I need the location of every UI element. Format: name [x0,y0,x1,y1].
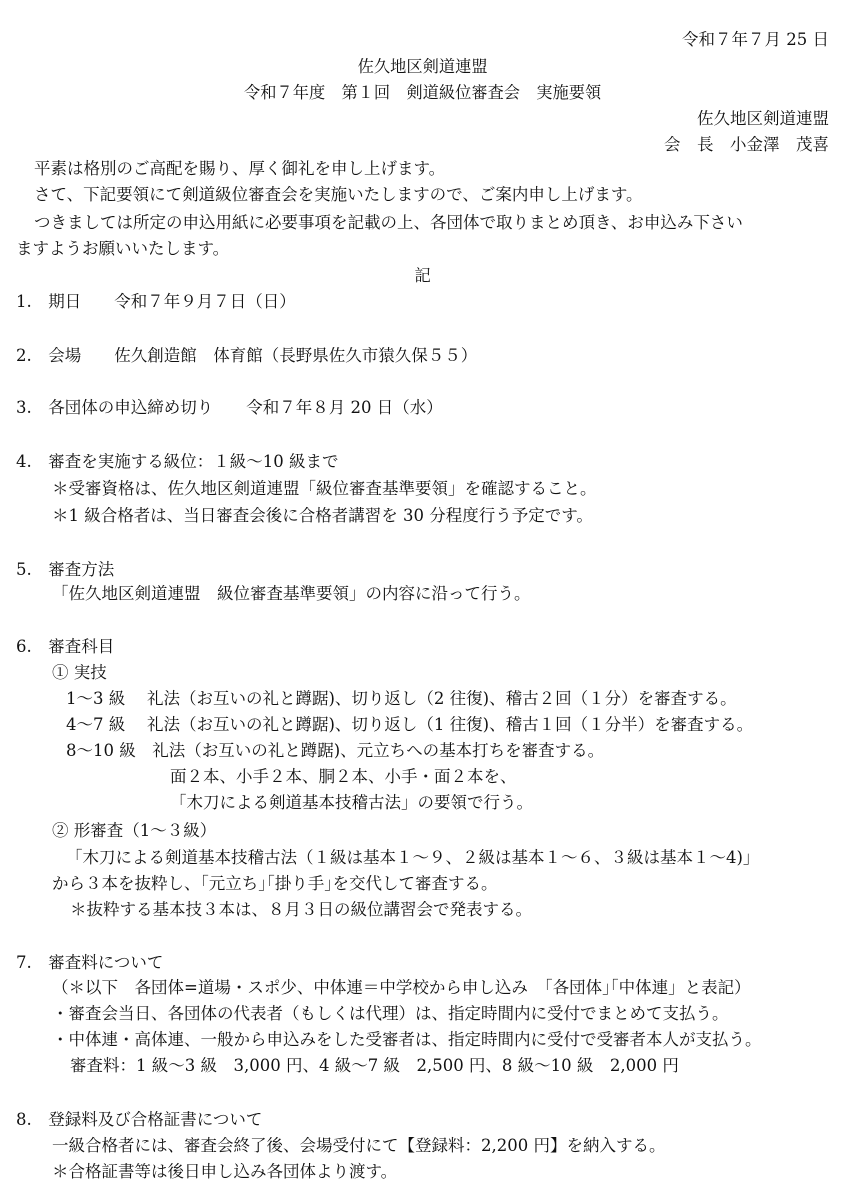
section-grades-heading: 4. 審査を実施する級位：１級～10 級まで [16,452,339,471]
document-title: 令和７年度 第１回 剣道級位審査会 実施要領 [244,83,602,102]
intro-line: つきましては所定の申込用紙に必要事項を記載の上、各団体で取りまとめ頂き、お申込み下さい [34,213,743,232]
section-subjects-heading: 6. 審査科目 [16,637,115,656]
section-fees-heading: 7. 審査料について [16,953,164,972]
sender-organization: 佐久地区剣道連盟 [697,109,829,128]
intro-line: さて、下記要領にて剣道級位審査会を実施いたしますので、ご案内申し上げます。 [34,185,643,204]
kata-note: ＊抜粋する基本技３本は、８月３日の級位講習会で発表する。 [70,900,532,919]
practical-grade-8-10-detail: 面２本、小手２本、胴２本、小手・面２本を、 [170,767,517,786]
subject-practical-heading: ① 実技 [52,663,107,682]
sender-name: 会 長 小金澤 茂喜 [664,135,829,154]
issue-date: 令和７年７月 25 日 [682,30,829,49]
practical-grade-4-7: 4～7 級 礼法（お互いの礼と蹲踞)、切り返し（1 往復)、稽古１回（１分半）を審査する。 [66,715,754,734]
section-deadline: 3. 各団体の申込締め切り 令和７年８月 20 日（水） [16,398,443,417]
practical-grade-8-10-detail: 「木刀による剣道基本技稽古法」の要領で行う。 [170,793,533,812]
organization-heading: 佐久地区剣道連盟 [357,57,488,76]
ki-heading: 記 [414,266,431,285]
practical-grade-8-10: 8～10 級 礼法（お互いの礼と蹲踞)、元立ちへの基本打ちを審査する。 [66,741,605,760]
kata-text: から３本を抜粋し、｢元立ち｣｢掛り手｣を交代して審査する。 [52,874,498,893]
kata-text: 「木刀による剣道基本技稽古法（１級は基本１～９、２級は基本１～６、３級は基本１～4)」 [66,848,760,867]
intro-line: 平素は格別のご高配を賜り、厚く御礼を申し上げます。 [34,159,446,178]
fees-rule: ・審査会当日、各団体の代表者（もしくは代理）は、指定時間内に受付でまとめて支払う。 [52,1004,729,1023]
registration-fee-text: 一級合格者には、審査会終了後、会場受付にて【登録料：2,200 円】を納入する。 [52,1136,666,1155]
certificate-note: ＊合格証書等は後日申し込み各団体より渡す。 [52,1162,398,1181]
intro-line: ますようお願いいたします。 [16,239,230,258]
fees-note: （＊以下 各団体=道場・スポ少、中体連＝中学校から申し込み ｢各団体｣｢中体連」と表記） [52,978,751,997]
fees-rule: ・中体連・高体連、一般から申込みをした受審者は、指定時間内に受付で受審者本人が支払う。 [52,1030,762,1049]
section-grades-note: ＊1 級合格者は、当日審査会後に合格者講習を 30 分程度行う予定です。 [52,506,593,525]
fees-amounts: 審査料：1 級～3 級 3,000 円、4 級～7 級 2,500 円、8 級～10 級 2,000 円 [70,1056,679,1075]
section-date: 1. 期日 令和７年９月７日（日） [16,292,296,311]
section-registration-heading: 8. 登録料及び合格証書について [16,1110,263,1129]
practical-grade-1-3: 1～3 級 礼法（お互いの礼と蹲踞)、切り返し（2 往復)、稽古２回（１分）を審査する。 [66,689,737,708]
section-method-text: 「佐久地区剣道連盟 級位審査基準要領」の内容に沿って行う。 [52,584,531,603]
section-grades-note: ＊受審資格は、佐久地区剣道連盟「級位審査基準要領」を確認すること。 [52,479,597,498]
subject-kata-heading: ② 形審査（1～３級） [52,821,217,840]
section-venue: 2. 会場 佐久創造館 体育館（長野県佐久市猿久保５５） [16,346,478,365]
section-method-heading: 5. 審査方法 [16,560,115,579]
